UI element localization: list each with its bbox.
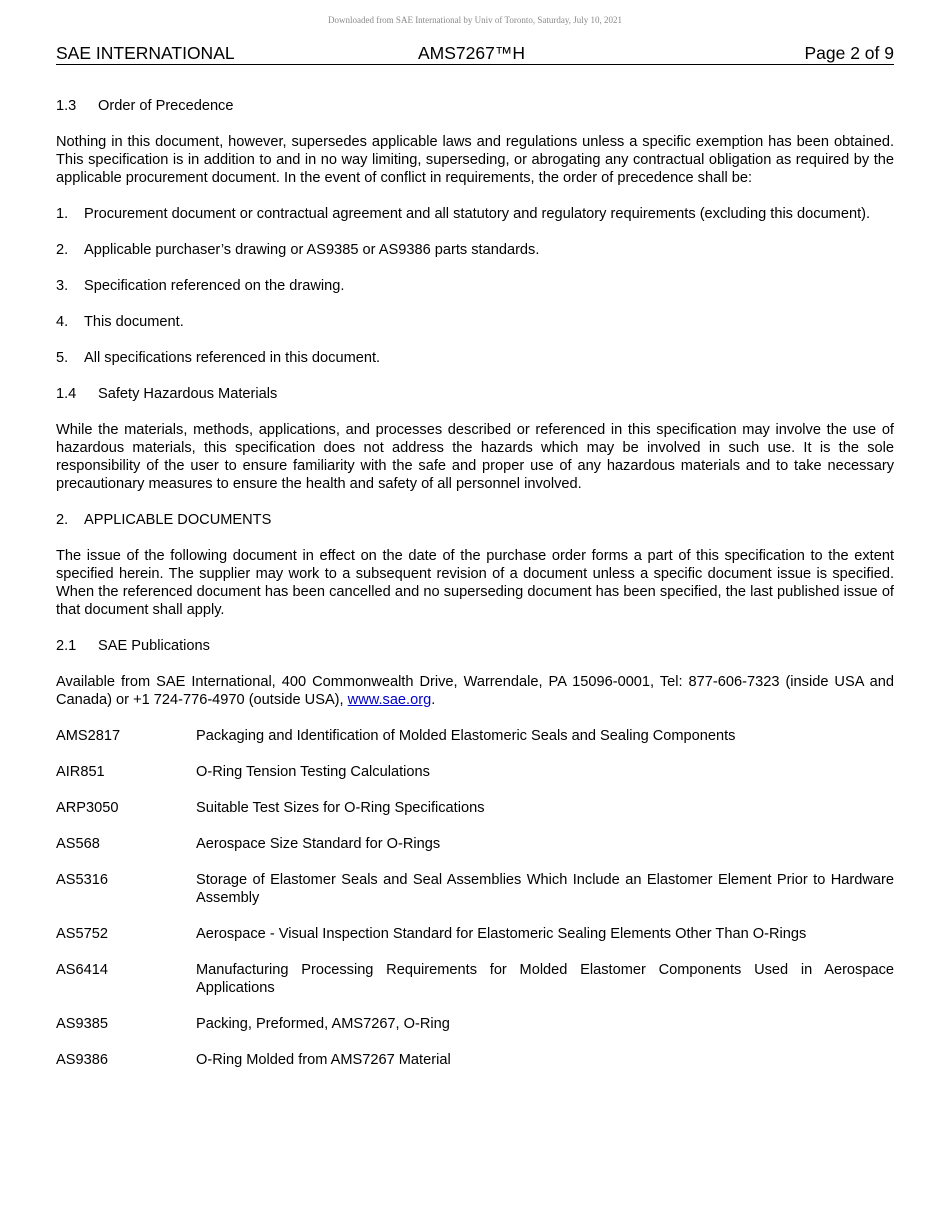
section-number: 2. <box>56 512 69 528</box>
list-number: 3. <box>56 278 69 294</box>
section-number: 1.3 <box>56 98 77 114</box>
paragraph-text: Available from SAE International, 400 Commonwealth Drive, Warrendale, PA 15096-0001, Tel: 877-606-7323 (inside USA and Canada) or +1 724-776-4970 (outside USA), <box>56 674 894 708</box>
reference-code: AIR851 <box>56 764 105 780</box>
reference-row <box>56 763 894 781</box>
reference-code: AS9385 <box>56 1016 108 1032</box>
section-2-1-heading <box>56 637 894 655</box>
header-org: SAE INTERNATIONAL <box>56 43 235 63</box>
section-2-paragraph: The issue of the following document in effect on the date of the purchase order forms a part of this specification to the extent specified herein. The supplier may work to a subsequent revision of a document unless a specific document issue is specified. When the referenced document has been cancelled and no superseding document has been specified, the last published issue of that document shall apply. <box>56 548 894 618</box>
list-number: 2. <box>56 242 69 258</box>
section-title: Safety Hazardous Materials <box>98 386 278 402</box>
reference-code: AS6414 <box>56 962 108 978</box>
reference-code: AS5316 <box>56 872 108 888</box>
reference-row <box>56 1015 894 1033</box>
reference-title: Manufacturing Processing Requirements for Molded Elastomer Components Used in Aerospace Applications <box>196 962 894 996</box>
reference-title: Packaging and Identification of Molded Elastomeric Seals and Sealing Components <box>196 728 736 744</box>
list-text: Specification referenced on the drawing. <box>84 278 345 294</box>
download-note: Downloaded from SAE International by Univ of Toronto, Saturday, July 10, 2021 <box>327 15 623 25</box>
list-text: Applicable purchaser’s drawing or AS9385 or AS9386 parts standards. <box>84 242 540 258</box>
reference-code: AS5752 <box>56 926 108 942</box>
list-item <box>56 241 894 259</box>
list-item <box>56 349 894 367</box>
section-1-4-heading <box>56 385 894 403</box>
header-page-number: Page 2 of 9 <box>804 43 894 63</box>
list-item <box>56 313 894 331</box>
section-title: SAE Publications <box>98 638 210 654</box>
reference-row <box>56 871 894 907</box>
reference-row <box>56 835 894 853</box>
paragraph-end: . <box>431 692 436 708</box>
reference-code: AMS2817 <box>56 728 121 744</box>
list-number: 5. <box>56 350 69 366</box>
list-text: Procurement document or contractual agreement and all statutory and regulatory requirements (excluding this document). <box>84 206 871 222</box>
section-title: Order of Precedence <box>98 98 234 114</box>
section-1-3-paragraph: Nothing in this document, however, supersedes applicable laws and regulations unless a specific exemption has been obtained. This specification is in addition to and in no way limiting, superseding, or abrogating any contractual obligation as required by the applicable procurement document. In the event of conflict in requirements, the order of precedence shall be: <box>56 134 894 186</box>
reference-row <box>56 1051 894 1069</box>
list-number: 1. <box>56 206 69 222</box>
section-2-1-paragraph <box>56 673 894 709</box>
reference-row <box>56 925 894 943</box>
reference-row <box>56 961 894 997</box>
document-body <box>56 97 894 1087</box>
reference-title: Aerospace Size Standard for O-Rings <box>196 836 441 852</box>
section-2-heading <box>56 511 894 529</box>
list-number: 4. <box>56 314 69 330</box>
section-1-4-paragraph: While the materials, methods, applications, and processes described or referenced in this specification may involve the use of hazardous materials, this specification does not address the hazards which may be involved in such use. It is the sole responsibility of the user to ensure familiarity with the safe and proper use of any hazardous materials and to take necessary precautionary measures to ensure the health and safety of all personnel involved. <box>56 422 894 492</box>
reference-title: Packing, Preformed, AMS7267, O-Ring <box>196 1016 450 1032</box>
section-number: 2.1 <box>56 638 77 654</box>
page-header <box>56 43 894 65</box>
list-item <box>56 277 894 295</box>
reference-title: O-Ring Tension Testing Calculations <box>196 764 430 780</box>
section-1-3-heading <box>56 97 894 115</box>
reference-code: AS9386 <box>56 1052 108 1068</box>
reference-title: O-Ring Molded from AMS7267 Material <box>196 1052 451 1068</box>
section-title: APPLICABLE DOCUMENTS <box>84 512 272 528</box>
list-text: This document. <box>84 314 184 330</box>
list-item <box>56 205 894 223</box>
reference-title: Storage of Elastomer Seals and Seal Assemblies Which Include an Elastomer Element Prior to Hardware Assembly <box>196 872 894 906</box>
header-doc-id: AMS7267™H <box>418 43 525 63</box>
reference-title: Suitable Test Sizes for O-Ring Specifications <box>196 800 485 816</box>
reference-row <box>56 799 894 817</box>
section-number: 1.4 <box>56 386 77 402</box>
reference-title: Aerospace - Visual Inspection Standard for Elastomeric Sealing Elements Other Than O-Rings <box>196 926 807 942</box>
reference-row <box>56 727 894 745</box>
sae-website-link[interactable]: www.sae.org <box>347 692 432 708</box>
reference-code: ARP3050 <box>56 800 119 816</box>
reference-code: AS568 <box>56 836 100 852</box>
list-text: All specifications referenced in this document. <box>84 350 381 366</box>
